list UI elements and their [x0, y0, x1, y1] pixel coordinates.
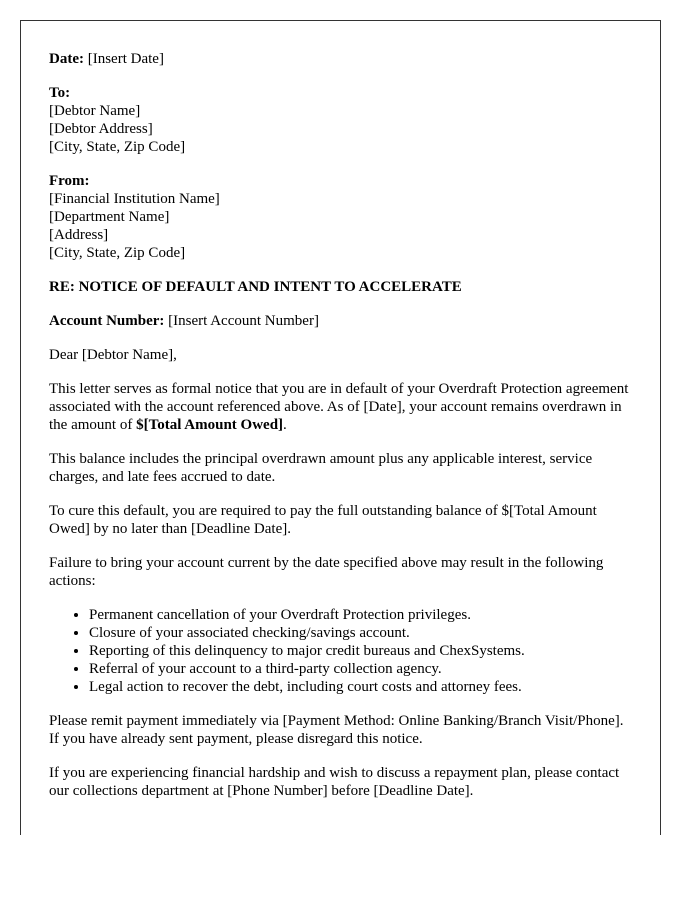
salutation: Dear [Debtor Name],: [49, 347, 177, 363]
paragraph-balance: This balance includes the principal overdrawn amount plus any applicable interest, service charges, and late fees accrued to date.: [49, 451, 593, 485]
paragraph-default-notice: This letter serves as formal notice that you are in default of your Overdraft Protection agreement associated with the account referenced above. As of [Date], your account remains overdrawn in the amount of $[Total Amount Owed].: [49, 381, 629, 433]
list-item: • Permanent cancellation of your Overdraft Protection privileges.: [89, 606, 632, 624]
paragraph-cure: To cure this default, you are required to pay the full outstanding balance of $[Total Amount Owed] by no later than [Deadline Date].: [49, 503, 597, 537]
letter-document: [20, 20, 661, 835]
actions-list: [49, 606, 632, 696]
paragraph-remit: Please remit payment immediately via [Payment Method: Online Banking/Branch Visit/Phone]. If you have already sent payment, please disregard this notice.: [49, 713, 624, 747]
list-item: • Reporting of this delinquency to major credit bureaus and ChexSystems.: [89, 642, 632, 660]
account-number-line: Account Number: [Insert Account Number]: [49, 313, 319, 329]
list-item: • Legal action to recover the debt, including court costs and attorney fees.: [89, 678, 632, 696]
sender-block: From: [Financial Institution Name] [Department Name] [Address] [City, State, Zip Code]: [49, 173, 220, 261]
list-item: • Referral of your account to a third-party collection agency.: [89, 660, 632, 678]
date-line: Date: [Insert Date]: [49, 51, 164, 67]
list-item: • Closure of your associated checking/savings account.: [89, 624, 632, 642]
subject-line: RE: NOTICE OF DEFAULT AND INTENT TO ACCELERATE: [49, 279, 462, 295]
paragraph-hardship: If you are experiencing financial hardship and wish to discuss a repayment plan, please contact our collections department at [Phone Number] before [Deadline Date].: [49, 765, 620, 799]
recipient-block: To: [Debtor Name] [Debtor Address] [City, State, Zip Code]: [49, 85, 186, 155]
paragraph-failure: Failure to bring your account current by the date specified above may result in the following actions:: [49, 555, 604, 589]
